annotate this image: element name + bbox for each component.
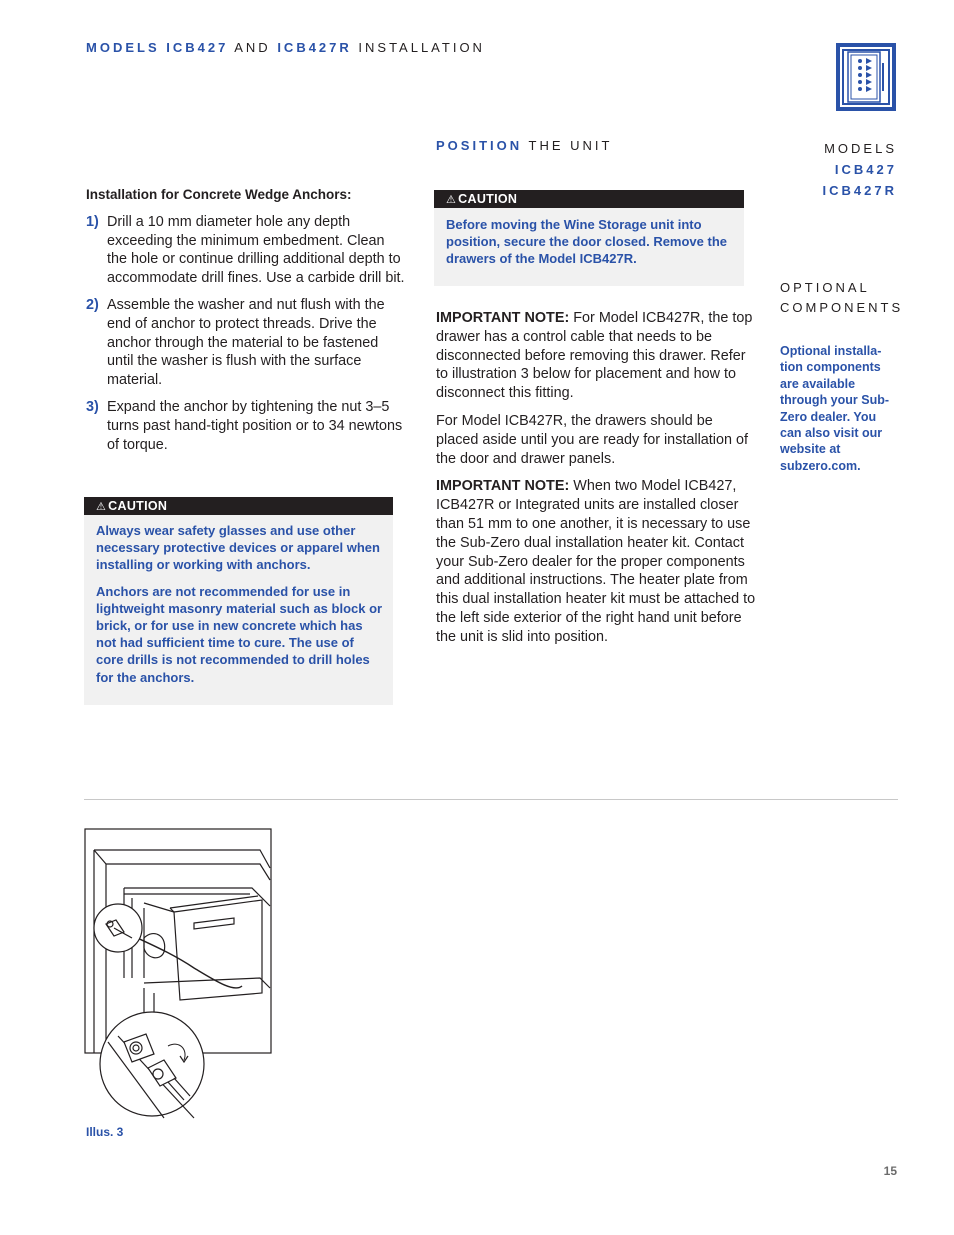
header-suffix: INSTALLATION xyxy=(358,40,485,55)
warning-icon: ⚠ xyxy=(96,501,107,513)
caution-body xyxy=(434,208,744,284)
models-label: MODELS xyxy=(824,141,897,156)
sidebar-models xyxy=(823,138,897,201)
step-number: 1) xyxy=(86,213,99,230)
step-number: 3) xyxy=(86,398,99,415)
warning-icon: ⚠ xyxy=(446,194,457,206)
optional-components-text: Optional installa- tion components are available through your Sub-Zero dealer. You can also visit our website at subzero.com. xyxy=(780,344,890,473)
note-text: When two Model ICB427, ICB427R or Integrated units are installed closer than 51 mm to one another, it is necessary to use the Sub-Zero dual installation heater kit. Contact your Sub-Zero dealer for the proper components and additional instructions. The heater plate from this dual installation heater kit must be attached to the left side exterior of the right hand unit before the unit is slid into position. xyxy=(436,478,756,645)
note-paragraph xyxy=(436,309,758,403)
caution-label: CAUTION xyxy=(108,499,168,513)
optional-components-heading xyxy=(780,278,903,318)
step-text: Assemble the washer and nut flush with the end of anchor to protect threads. Drive the anchor through the material to be fastened until the washer is flush with the surface material. xyxy=(107,296,385,389)
heading-accent: POSITION xyxy=(436,138,523,153)
wine-storage-cabinet-icon xyxy=(836,43,896,111)
caution-paragraph: Anchors are not recommended for use in lightweight masonry material such as block or brick, or for use in new concrete which has not had sufficient time to cure. The use of core drills is not recommended to drill holes for the anchors. xyxy=(96,583,383,685)
list-item xyxy=(86,296,408,390)
important-notes xyxy=(436,309,758,656)
illustration-caption: Illus. 3 xyxy=(86,1125,124,1139)
note-label: IMPORTANT NOTE: xyxy=(436,478,570,495)
sidebar-model2: ICB427R xyxy=(822,183,897,198)
header-model2: ICB427R xyxy=(277,40,352,55)
drawer-cable-illustration xyxy=(84,828,272,1120)
optional-line1: OPTIONAL xyxy=(780,280,870,295)
list-item xyxy=(86,213,408,288)
caution-label: CAUTION xyxy=(458,192,518,206)
section-heading-position xyxy=(436,138,612,153)
note-paragraph xyxy=(436,477,758,646)
optional-line2: COMPONENTS xyxy=(780,300,904,315)
step-text: Expand the anchor by tightening the nut 3–5 turns past hand-tight position or to 34 newtons of torque. xyxy=(107,398,403,453)
caution-box-moving xyxy=(434,190,744,286)
caution-paragraph: Before moving the Wine Storage unit into position, secure the door closed. Remove the drawers of the Model ICB427R. xyxy=(446,217,728,267)
step-text: Drill a 10 mm diameter hole any depth exceeding the minimum embedment. Clean the hole or continue drilling additional depth to accommodate drill fines. Use a carbide drill bit. xyxy=(107,213,405,287)
caution-body xyxy=(84,515,393,702)
anchor-title: Installation for Concrete Wedge Anchors: xyxy=(86,187,352,202)
caution-box-anchors xyxy=(84,497,393,705)
caution-paragraph: Always wear safety glasses and use other necessary protective devices or apparel when installing or working with anchors. xyxy=(96,523,380,573)
header-model1: ICB427 xyxy=(166,40,229,55)
heading-rest: THE UNIT xyxy=(528,138,613,153)
note-paragraph: For Model ICB427R, the drawers should be placed aside until you are ready for installation of the door and drawer panels. xyxy=(436,412,748,467)
header-prefix: MODELS xyxy=(86,40,160,55)
page-header xyxy=(86,40,485,55)
page-number: 15 xyxy=(883,1164,897,1178)
caution-header xyxy=(434,190,744,208)
step-number: 2) xyxy=(86,296,99,313)
anchor-instructions xyxy=(86,186,408,462)
note-label: IMPORTANT NOTE: xyxy=(436,310,570,326)
header-and: AND xyxy=(234,40,271,55)
note-text: For Model ICB427R, the top drawer has a control cable that needs to be disconnected before removing this drawer. Refer to illustration 3 below for placement and how to disconnect this fitting. xyxy=(436,310,753,402)
caution-header xyxy=(84,497,393,515)
list-item xyxy=(86,398,408,454)
section-divider xyxy=(84,799,898,800)
sidebar-model1: ICB427 xyxy=(834,162,897,177)
